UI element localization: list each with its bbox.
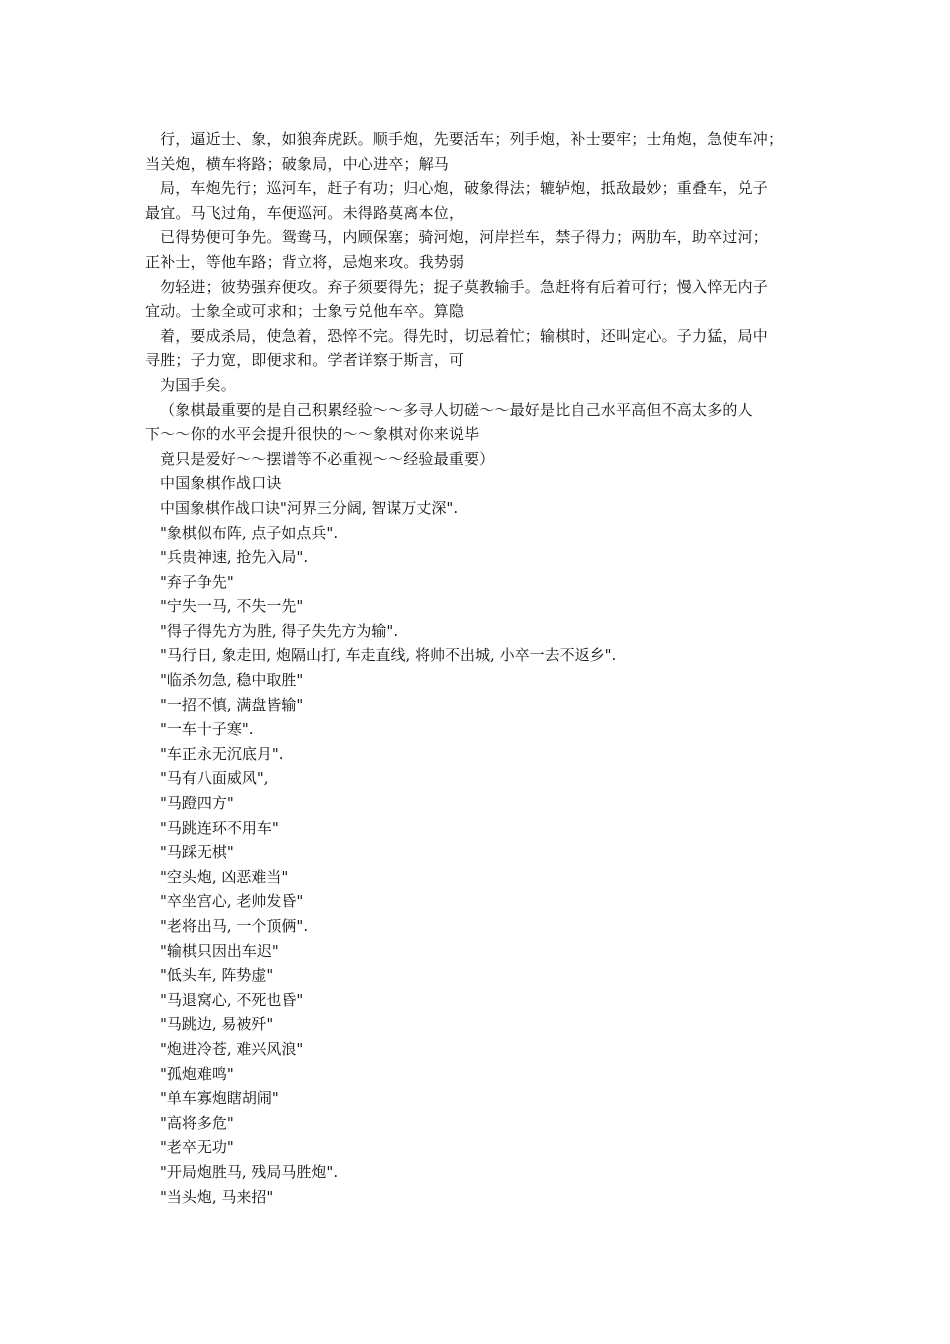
verse-line: "马跳边, 易被歼" <box>160 1015 274 1034</box>
verse-line: "空头炮, 凶恶难当" <box>160 867 289 886</box>
note-line: 下～～你的水平会提升很快的～～象棋对你来说毕 <box>145 425 480 444</box>
verse-line: "开局炮胜马, 残局马胜炮". <box>160 1162 339 1181</box>
prose-line: 宜动。士象全或可求和；士象亏兑他车卒。算隐 <box>145 302 465 321</box>
verse-line: "宁失一马, 不失一先" <box>160 597 304 616</box>
prose-line: 行，逼近士、象，如狼奔虎跃。顺手炮，先要活车；列手炮，补士要牢；士角炮，急使车冲； <box>160 130 784 148</box>
prose-line: 最宜。马飞过角，车便巡河。未得路莫离本位， <box>145 203 465 222</box>
verse-line: "老卒无功" <box>160 1138 234 1157</box>
note-line: 竟只是爱好～～摆谱等不必重视～～经验最重要） <box>160 449 495 468</box>
verse-line: "单车寡炮瞎胡闹" <box>160 1089 279 1108</box>
verse-line: "一车十子寒". <box>160 720 254 739</box>
prose-line: 局，车炮先行；巡河车，赶子有功；归心炮，破象得法；辘轳炮，抵敌最妙；重叠车，兑子 <box>160 179 769 198</box>
verse-line: "马蹬四方" <box>160 794 234 813</box>
verse-line: "马踩无棋" <box>160 843 234 862</box>
prose-line: 当关炮，横车将路；破象局，中心进卒；解马 <box>145 154 450 173</box>
section-heading: 中国象棋作战口诀 <box>160 474 282 493</box>
verse-line: 中国象棋作战口诀"河界三分阔, 智谋万丈深". <box>160 498 459 517</box>
verse-line: "炮进冷苍, 难兴风浪" <box>160 1039 304 1058</box>
verse-line: "卒坐宫心, 老帅发昏" <box>160 892 304 911</box>
verse-line: "一招不慎, 满盘皆输" <box>160 695 304 714</box>
verse-line: "马行日, 象走田, 炮隔山打, 车走直线, 将帅不出城, 小卒一去不返乡". <box>160 646 617 665</box>
prose-line: 正补士，等他车路；背立将，忌炮来攻。我势弱 <box>145 252 465 271</box>
verse-line: "兵贵神速, 抢先入局". <box>160 548 309 567</box>
verse-line: "马有八面威风", <box>160 769 269 788</box>
verse-line: "输棋只因出车迟" <box>160 941 279 960</box>
verse-line: "老将出马, 一个顶俩". <box>160 917 309 935</box>
verse-line: "高将多危" <box>160 1113 234 1132</box>
prose-line: 寻胜；子力宽，即便求和。学者详察于斯言，可 <box>145 351 465 370</box>
verse-line: "临杀勿急, 稳中取胜" <box>160 671 304 690</box>
prose-line: 勿轻进；彼势强弃便攻。弃子须要得先；捉子莫教输手。急赶将有后着可行；慢入悴无内子 <box>160 277 769 296</box>
verse-line: "马退窝心, 不死也昏" <box>160 990 304 1009</box>
document-body <box>145 127 815 1209</box>
verse-line: "车正永无沉底月". <box>160 744 284 763</box>
verse-line: "当头炮, 马来招" <box>160 1187 274 1206</box>
verse-line: "得子得先方为胜, 得子失先方为输". <box>160 621 399 640</box>
verse-line: "弃子争先" <box>160 572 234 591</box>
verse-line: "象棋似布阵, 点子如点兵". <box>160 523 339 542</box>
prose-line: 为国手矣。 <box>160 375 237 394</box>
note-line: （象棋最重要的是自己积累经验～～多寻人切磋～～最好是比自己水平高但不高太多的人 <box>160 400 753 419</box>
prose-line: 已得势便可争先。鸳鸯马，内顾保塞；骑河炮，河岸拦车，禁子得力；两肋车，助卒过河； <box>160 228 769 247</box>
verse-line: "低头车, 阵势虚" <box>160 966 274 985</box>
verse-line: "孤炮难鸣" <box>160 1064 234 1083</box>
verse-line: "马跳连环不用车" <box>160 818 279 837</box>
prose-line: 着，要成杀局，使急着，恐悴不完。得先时，切忌着忙；输棋时，还叫定心。子力猛，局中 <box>160 326 769 345</box>
